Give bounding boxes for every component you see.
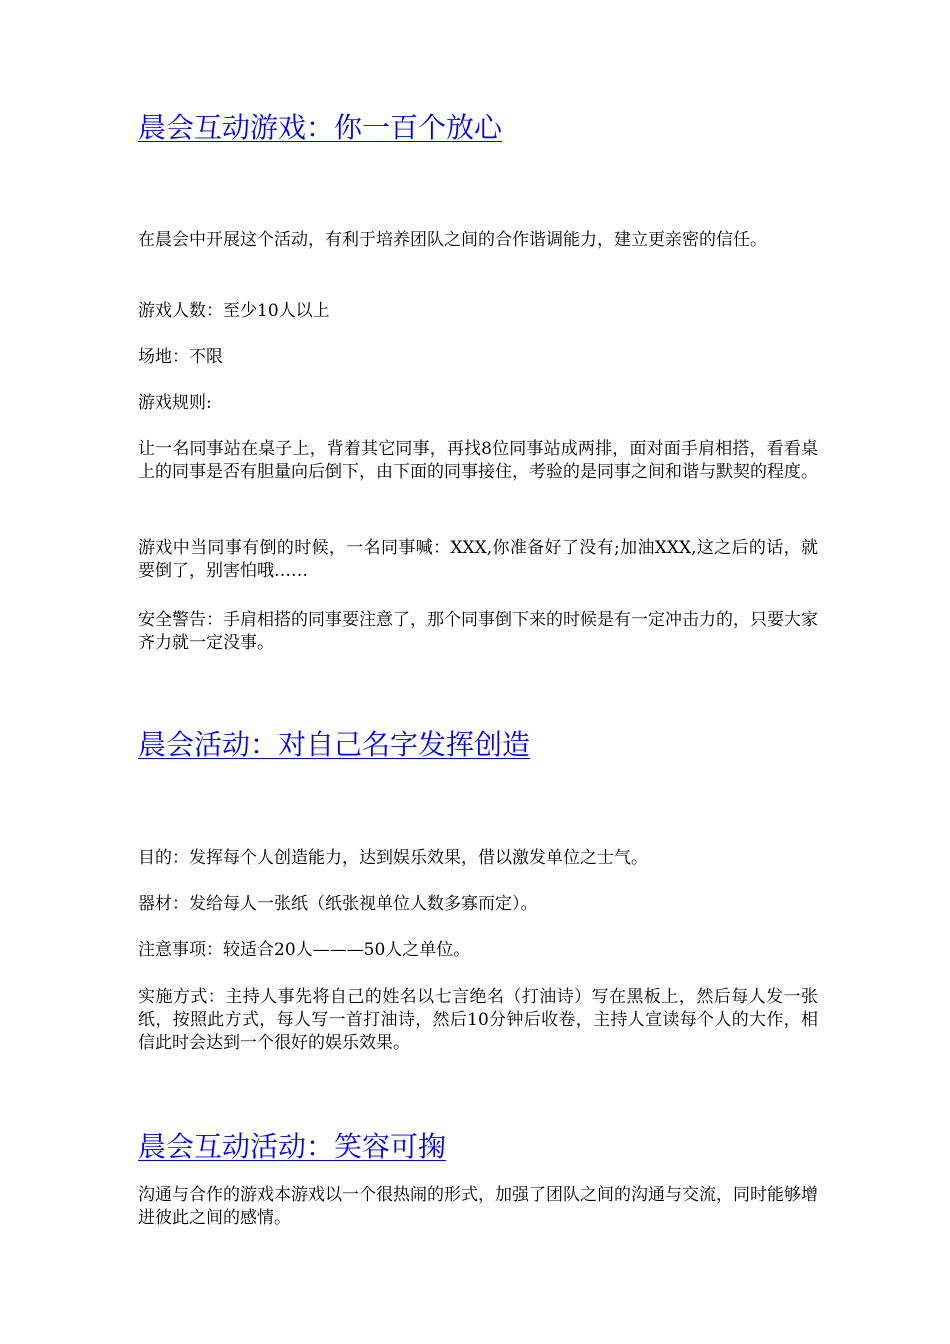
section-1-rules: 让一名同事站在桌子上，背着其它同事，再找8位同事站成两排，面对面手肩相搭，看看桌上的同事是否有胆量向后倒下，由下面的同事接住，考验的是同事之间和谐与默契的程度。 [138,439,818,482]
section-1-venue: 场地：不限 [138,347,223,367]
section-2-method: 实施方式：主持人事先将自己的姓名以七言绝名（打油诗）写在黑板上，然后每人发一张纸，按照此方式，每人写一首打油诗，然后10分钟后收卷，主持人宣读每个人的大作，相信此时会达到一个很好的娱乐效果。 [138,987,818,1053]
section-1-intro: 在晨会中开展这个活动，有利于培养团队之间的合作谐调能力，建立更亲密的信任。 [138,230,767,250]
section-3-intro: 沟通与合作的游戏本游戏以一个很热闹的形式，加强了团队之间的沟通与交流，同时能够增进彼此之间的感情。 [138,1185,818,1228]
section-3-title-link[interactable]: 晨会互动活动：笑容可掬 [138,1130,447,1163]
section-2-title-link[interactable]: 晨会活动：对自己名字发挥创造 [138,728,531,761]
section-1-safety-warning: 安全警告：手肩相搭的同事要注意了，那个同事倒下来的时候是有一定冲击力的，只要大家齐力就一定没事。 [138,610,818,653]
section-1-rules-label: 游戏规则: [138,393,212,413]
section-2-notes: 注意事项：较适合20人———50人之单位。 [138,940,471,960]
section-2-materials: 器材：发给每人一张纸（纸张视单位人数多寡而定）。 [138,894,538,914]
section-1-player-count: 游戏人数：至少10人以上 [138,301,330,321]
section-1-title-link[interactable]: 晨会互动游戏：你一百个放心 [138,111,503,144]
section-1-process: 游戏中当同事有倒的时候，一名同事喊：XXX,你准备好了没有;加油XXX,这之后的话，就要倒了，别害怕哦…… [138,538,818,581]
section-2-purpose: 目的：发挥每个人创造能力，达到娱乐效果，借以激发单位之士气。 [138,848,648,868]
